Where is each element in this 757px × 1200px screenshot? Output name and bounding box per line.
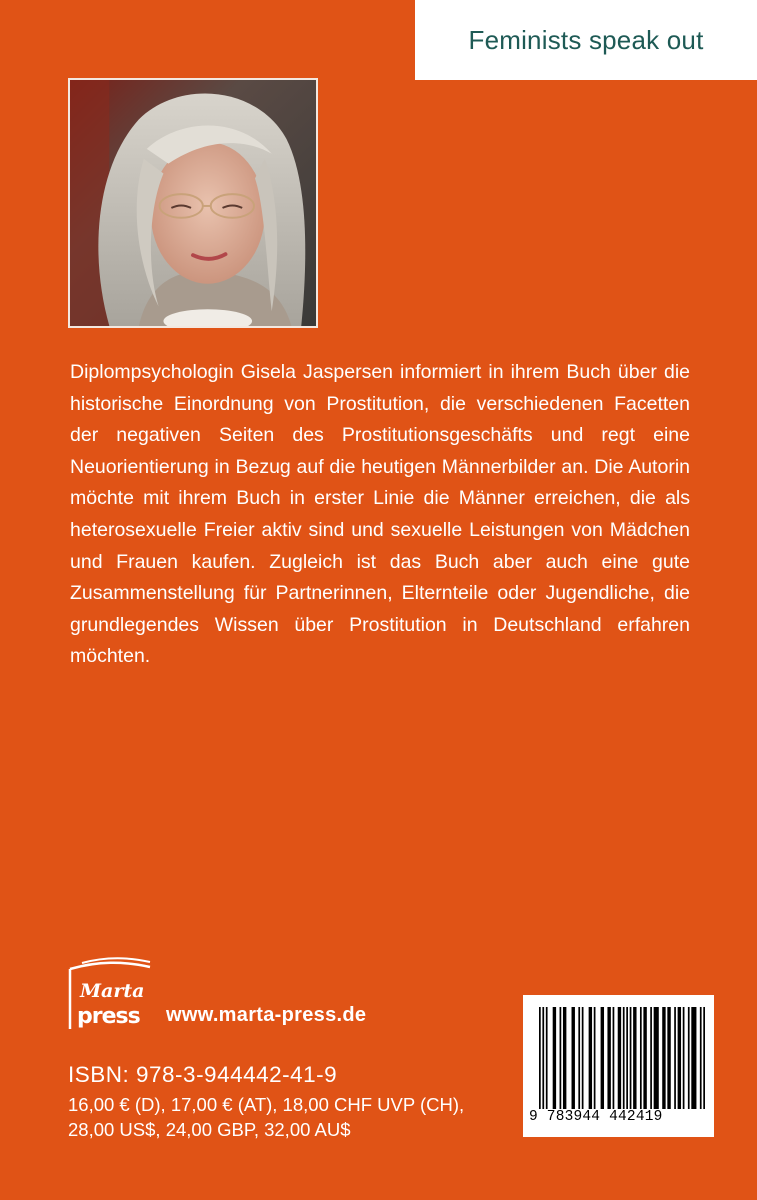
- barcode-bar: [630, 1007, 632, 1109]
- barcode-bar: [613, 1007, 615, 1109]
- barcode-bar: [594, 1007, 596, 1109]
- author-photo: [68, 78, 318, 328]
- barcode-bar: [601, 1007, 604, 1109]
- barcode-number: 9 783944 442419: [529, 1109, 663, 1125]
- prices-line-1: 16,00 € (D), 17,00 € (AT), 18,00 CHF UVP (CH),: [68, 1094, 465, 1115]
- barcode-bar: [678, 1007, 681, 1109]
- barcode-bar: [542, 1007, 544, 1109]
- barcode-bar: [691, 1007, 696, 1109]
- barcode-bar: [553, 1007, 556, 1109]
- barcode-bar: [703, 1007, 705, 1109]
- barcode-bar: [667, 1007, 670, 1109]
- barcode-bar: [662, 1007, 665, 1109]
- barcode-bar: [607, 1007, 610, 1109]
- series-banner: [415, 0, 757, 80]
- barcode-bar: [539, 1007, 541, 1109]
- barcode-bar: [688, 1007, 690, 1109]
- barcode-bar: [633, 1007, 636, 1109]
- barcode-bar: [582, 1007, 584, 1109]
- publisher-website[interactable]: www.marta-press.de: [166, 1004, 367, 1026]
- prices-line-2: 28,00 US$, 24,00 GBP, 32,00 AU$: [68, 1119, 351, 1140]
- barcode: [523, 995, 714, 1137]
- barcode-bar: [563, 1007, 566, 1109]
- svg-text:press: press: [77, 1004, 140, 1029]
- barcode-bar: [654, 1007, 659, 1109]
- isbn: ISBN: 978-3-944442-41-9: [68, 1062, 338, 1087]
- barcode-bar: [623, 1007, 625, 1109]
- barcode-bar: [700, 1007, 702, 1109]
- prices: [68, 1092, 464, 1142]
- barcode-bar: [626, 1007, 628, 1109]
- barcode-bar: [640, 1007, 642, 1109]
- barcode-bar: [578, 1007, 580, 1109]
- marta-press-logo: [68, 957, 152, 1029]
- series-title: Feminists speak out: [468, 24, 704, 55]
- barcode-bar: [546, 1007, 548, 1109]
- barcode-bar: [560, 1007, 562, 1109]
- barcode-bar: [674, 1007, 676, 1109]
- barcode-bar: [572, 1007, 575, 1109]
- barcode-bar: [618, 1007, 621, 1109]
- book-description: Diplompsychologin Gisela Jaspersen informiert in ihrem Buch über die historische Einordnung von Prostitution, die verschiedenen Facetten der negativen Seiten des Prostitutionsgeschäfts und regt eine Neuorientierung in Bezug auf die heutigen Männerbilder an. Die Autorin möchte mit ihrem Buch in erster Linie die Männer erreichen, die als heterosexuelle Freier aktiv sind und sexuelle Leistungen von Mädchen und Frauen kaufen. Zugleich ist das Buch aber auch eine gute Zusammenstellung für Partnerinnen, Elternteile oder Jugendliche, die grundlegendes Wissen über Prostitution in Deutschland erfahren möchten.: [70, 361, 690, 668]
- barcode-bar: [650, 1007, 652, 1109]
- barcode-bars: [539, 1007, 705, 1109]
- barcode-bar: [643, 1007, 646, 1109]
- barcode-bar: [683, 1007, 685, 1109]
- svg-text:Marta: Marta: [80, 980, 145, 1002]
- barcode-bar: [589, 1007, 592, 1109]
